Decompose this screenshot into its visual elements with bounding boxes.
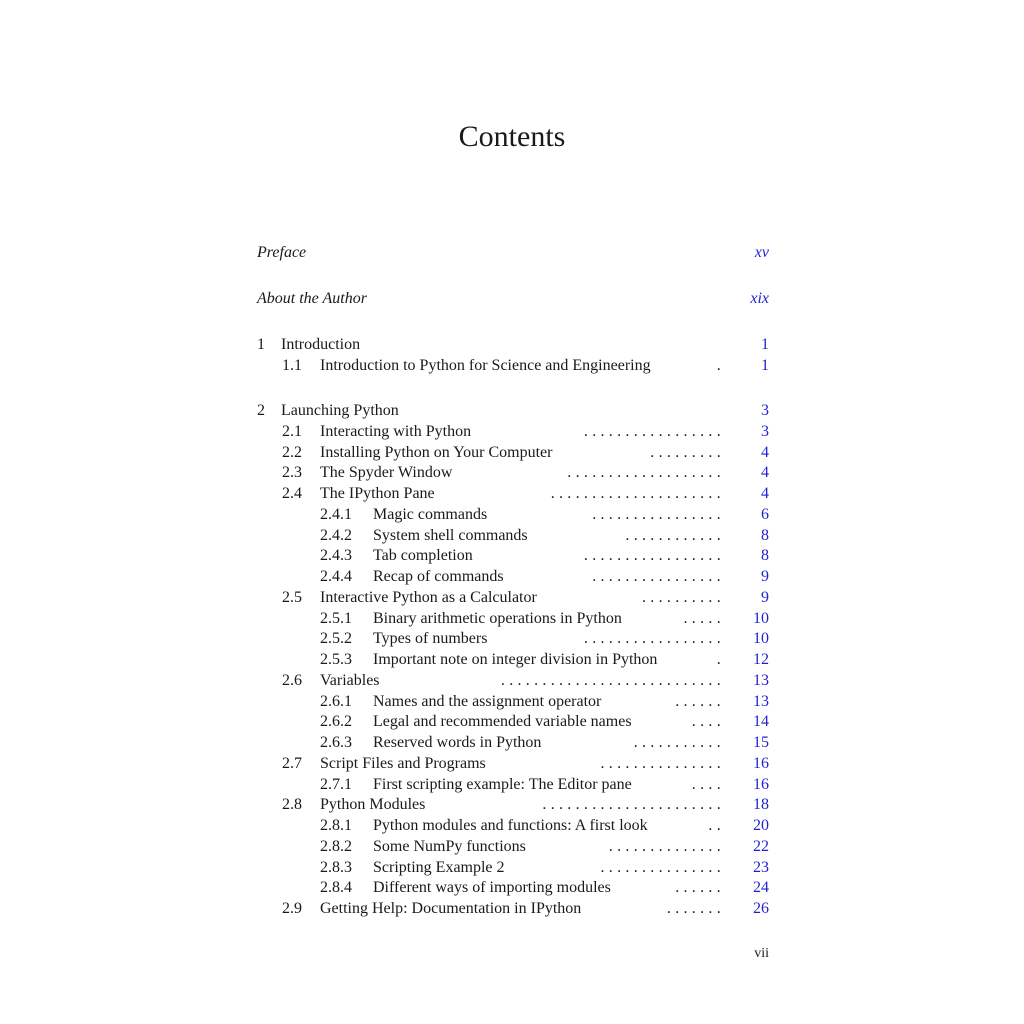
toc-page-link[interactable]: 22 [753, 838, 769, 855]
toc-entry-number: 2.8.4 [320, 879, 352, 896]
toc-page-link[interactable]: 8 [761, 547, 769, 564]
toc-entry-number: 2.6 [282, 672, 302, 689]
toc-entry-title: Names and the assignment operator [373, 691, 605, 712]
toc-entry-number: 2.6.2 [320, 713, 352, 730]
toc-entry-title: Scripting Example 2 [373, 857, 509, 878]
toc-page-link[interactable]: 13 [753, 693, 769, 710]
toc-front-matter-about-the-author[interactable] [257, 288, 769, 309]
toc-entry-number: 2.4.1 [320, 506, 352, 523]
toc-entry-title: System shell commands [373, 525, 532, 546]
toc-entry-title: Variables [320, 670, 384, 691]
toc-page-link[interactable]: 10 [753, 630, 769, 647]
toc-section-2-5[interactable] [257, 587, 769, 608]
toc-page-link[interactable]: 16 [753, 755, 769, 772]
toc-entry-number: 2.4.2 [320, 527, 352, 544]
toc-entry-number: 1 [257, 336, 265, 353]
toc-page-link[interactable]: 10 [753, 610, 769, 627]
toc-section-2-5-3[interactable] [257, 649, 769, 670]
toc-entry-title: Reserved words in Python [373, 732, 545, 753]
toc-dot-leader: ............... [600, 859, 725, 876]
toc-dot-leader: .............. [608, 838, 725, 855]
toc-page-link[interactable]: 24 [753, 879, 769, 896]
toc-section-2-8-4[interactable] [257, 877, 769, 898]
toc-page-link[interactable]: 1 [761, 357, 769, 374]
toc-dot-leader: ...................... [542, 796, 725, 813]
toc-dot-leader: . [716, 357, 725, 374]
toc-entry-number: 2.5.2 [320, 630, 352, 647]
toc-section-2-6-1[interactable] [257, 691, 769, 712]
toc-page-link[interactable]: 8 [761, 527, 769, 544]
toc-entry-title: Preface [257, 242, 310, 263]
toc-entry-number: 2.5.3 [320, 651, 352, 668]
toc-section-2-8-3[interactable] [257, 857, 769, 878]
toc-entry-number: 2.6.1 [320, 693, 352, 710]
toc-section-2-2[interactable] [257, 442, 769, 463]
toc-section-2-8-1[interactable] [257, 815, 769, 836]
toc-entry-number: 1.1 [282, 357, 302, 374]
toc-entry-number: 2.6.3 [320, 734, 352, 751]
toc-entry-number: 2.7 [282, 755, 302, 772]
toc-dot-leader: . [716, 651, 725, 668]
toc-entry-number: 2.8.3 [320, 859, 352, 876]
toc-dot-leader: ................... [567, 464, 725, 481]
toc-dot-leader: ................ [592, 506, 725, 523]
toc-page-link[interactable]: 20 [753, 817, 769, 834]
toc-page-link[interactable]: 9 [761, 568, 769, 585]
toc-dot-leader: .......... [642, 589, 725, 606]
toc-section-2-3[interactable] [257, 462, 769, 483]
toc-page-link[interactable]: 1 [761, 336, 769, 353]
toc-dot-leader: ....... [666, 900, 725, 917]
toc-section-2-9[interactable] [257, 898, 769, 919]
toc-entry-number: 2 [257, 402, 265, 419]
toc-entry-number: 2.5.1 [320, 610, 352, 627]
toc-entry-number: 2.4 [282, 485, 302, 502]
toc-chapter-2[interactable] [257, 400, 769, 421]
toc-section-2-6-3[interactable] [257, 732, 769, 753]
toc-dot-leader: ............... [600, 755, 725, 772]
toc-page-link[interactable]: 4 [761, 444, 769, 461]
toc-page-link[interactable]: 3 [761, 423, 769, 440]
toc-page-link[interactable]: 13 [753, 672, 769, 689]
toc-dot-leader: ................. [583, 547, 725, 564]
toc-section-2-5-2[interactable] [257, 628, 769, 649]
toc-section-1-1[interactable] [257, 355, 769, 376]
toc-entry-number: 2.9 [282, 900, 302, 917]
toc-page-link[interactable]: 18 [753, 796, 769, 813]
toc-dot-leader: .. [708, 817, 725, 834]
toc-section-2-1[interactable] [257, 421, 769, 442]
toc-dot-leader: .... [691, 776, 725, 793]
toc-page-link[interactable]: 9 [761, 589, 769, 606]
toc-page-link[interactable]: 4 [761, 485, 769, 502]
toc-entry-number: 2.3 [282, 464, 302, 481]
toc-dot-leader: ................ [592, 568, 725, 585]
toc-page-link[interactable]: 23 [753, 859, 769, 876]
toc-chapter-1[interactable] [257, 334, 769, 355]
toc-dot-leader: ..... [683, 610, 725, 627]
toc-entry-title: Some NumPy functions [373, 836, 530, 857]
toc-page-link[interactable]: 3 [761, 402, 769, 419]
toc-entry-number: 2.8.1 [320, 817, 352, 834]
toc-entry-title: Tab completion [373, 545, 477, 566]
toc-entry-title: Interactive Python as a Calculator [320, 587, 541, 608]
toc-dot-leader: ........................... [500, 672, 725, 689]
toc-entry-title: Important note on integer division in Python [373, 649, 661, 670]
toc-section-2-4[interactable] [257, 483, 769, 504]
toc-section-2-4-3[interactable] [257, 545, 769, 566]
toc-dot-leader: ................. [583, 630, 725, 647]
toc-entry-number: 2.5 [282, 589, 302, 606]
toc-entry-title: Recap of commands [373, 566, 508, 587]
toc-dot-leader: ............ [625, 527, 725, 544]
toc-section-2-7-1[interactable] [257, 774, 769, 795]
toc-dot-leader: ..................... [550, 485, 725, 502]
toc-page-link[interactable]: 12 [753, 651, 769, 668]
toc-section-2-6-2[interactable] [257, 711, 769, 732]
toc-entry-title: The IPython Pane [320, 483, 439, 504]
toc-entry-number: 2.1 [282, 423, 302, 440]
toc-dot-leader: ...... [675, 879, 725, 896]
page-number-folio: vii [754, 946, 769, 961]
toc-entry-title: Introduction [281, 334, 364, 355]
toc-section-2-7[interactable] [257, 753, 769, 774]
toc-dot-leader: ................. [583, 423, 725, 440]
toc-entry-title: Magic commands [373, 504, 491, 525]
toc-entry-title: Script Files and Programs [320, 753, 490, 774]
toc-entry-number: 2.7.1 [320, 776, 352, 793]
toc-entry-title: Different ways of importing modules [373, 877, 615, 898]
toc-dot-leader: ........... [633, 734, 725, 751]
toc-entry-title: Getting Help: Documentation in IPython [320, 898, 585, 919]
table-of-contents [257, 0, 769, 1024]
toc-dot-leader: ......... [650, 444, 725, 461]
toc-entry-title: Types of numbers [373, 628, 491, 649]
toc-entry-title: Launching Python [281, 400, 403, 421]
toc-entry-title: Introduction to Python for Science and Engineering [320, 355, 655, 376]
toc-entry-number: 2.4.3 [320, 547, 352, 564]
toc-entry-number: 2.2 [282, 444, 302, 461]
toc-entry-number: 2.8 [282, 796, 302, 813]
toc-entry-title: About the Author [257, 288, 371, 309]
toc-page-link[interactable]: 16 [753, 776, 769, 793]
toc-dot-leader: .... [691, 713, 725, 730]
toc-page-link[interactable]: 4 [761, 464, 769, 481]
toc-page-link[interactable]: 26 [753, 900, 769, 917]
toc-entry-number: 2.4.4 [320, 568, 352, 585]
page-title: Contents [458, 120, 566, 153]
toc-page-link[interactable]: 14 [753, 713, 769, 730]
toc-page-link[interactable]: 15 [753, 734, 769, 751]
toc-entry-title: First scripting example: The Editor pane [373, 774, 636, 795]
toc-page-link[interactable]: xv [754, 244, 769, 261]
toc-entry-title: Python modules and functions: A first look [373, 815, 652, 836]
toc-page-link[interactable]: 6 [761, 506, 769, 523]
toc-page-link[interactable]: xix [750, 290, 769, 307]
toc-entry-title: Interacting with Python [320, 421, 475, 442]
toc-front-matter-preface[interactable] [257, 242, 769, 263]
toc-section-2-4-1[interactable] [257, 504, 769, 525]
toc-entry-title: Legal and recommended variable names [373, 711, 636, 732]
toc-section-2-8[interactable] [257, 794, 769, 815]
toc-entry-title: Python Modules [320, 794, 429, 815]
toc-section-2-5-1[interactable] [257, 608, 769, 629]
toc-section-2-4-2[interactable] [257, 525, 769, 546]
toc-entry-title: Binary arithmetic operations in Python [373, 608, 626, 629]
toc-section-2-8-2[interactable] [257, 836, 769, 857]
toc-entry-title: The Spyder Window [320, 462, 456, 483]
toc-entry-title: Installing Python on Your Computer [320, 442, 556, 463]
toc-section-2-4-4[interactable] [257, 566, 769, 587]
toc-section-2-6[interactable] [257, 670, 769, 691]
toc-dot-leader: ...... [675, 693, 725, 710]
toc-entry-number: 2.8.2 [320, 838, 352, 855]
